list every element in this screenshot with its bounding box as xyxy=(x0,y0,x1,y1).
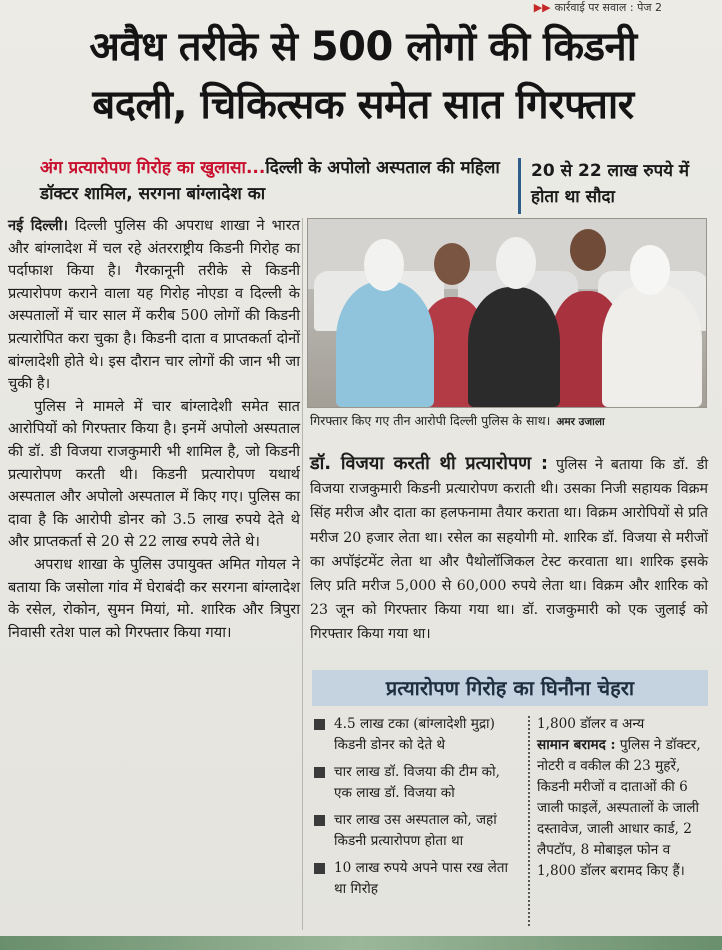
recovery-text: पुलिस ने डॉक्टर, नोटरी व वकील की 23 मुहरें, किडनी मरीजों व दाताओं की 6 जाली फाइलें, अस्पतालों के जाली दस्तावेज, जाली आधार कार्ड, 2 लैपटॉप, 8 मोबाइल फोन व 1,800 डॉलर बरामद किए हैं। xyxy=(537,737,701,879)
list-item-text: चार लाख उस अस्पताल को, जहां किडनी प्रत्यारोपण होता था xyxy=(334,812,497,849)
list-item-text: चार लाख डॉ. विजया की टीम को, एक लाख डॉ. विजया को xyxy=(334,764,500,801)
info-box-divider xyxy=(528,716,530,926)
square-bullet-icon xyxy=(314,719,325,730)
page-reference-text: कार्रवाई पर सवाल : पेज 2 xyxy=(554,1,662,14)
headline xyxy=(20,18,706,134)
photo-head-accused-1 xyxy=(364,239,404,291)
photo-person-accused-3 xyxy=(602,283,702,407)
right-column xyxy=(310,452,708,647)
square-bullet-icon xyxy=(314,863,325,874)
recovery-intro: 1,800 डॉलर व अन्य xyxy=(537,716,645,732)
sidebar-headline: 20 से 22 लाख रुपये में होता था सौदा xyxy=(518,158,708,214)
headline-line-1: अवैध तरीके से 500 लोगों की किडनी xyxy=(89,24,637,70)
right-column-text: पुलिस ने बताया कि डॉ. डी विजया राजकुमारी किडनी प्रत्यारोपण कराती थी। उसका निजी सहायक विक्रम सिंह मरीज और दाता का हलफनामा तैयार कराता था। विक्रम आरोपियों से प्रति मरीज 20 हजार लेता था। रसेल का सहयोगी मो. शारिक डॉ. विजया से मरीजों का अपॉइंटमेंट लेता था और पैथोलॉजिकल टेस्ट करवाता था। शारिक इसके लिए प्रति मरीज 5,000 से 60,000 रुपये लेता था। विक्रम और शारिक को 23 जून को गिरफ्तार किया गया था। डॉ. राजकुमारी को एक जुलाई को गिरफ्तार किया गया था। xyxy=(310,457,708,643)
paragraph-2: पुलिस ने मामले में चार बांग्लादेशी समेत सात आरोपियों को गिरफ्तार किया है। इनमें अपोलो अस्पताल की डॉ. डी विजया राजकुमारी भी शामिल है, जो किडनी प्रत्यारोपण करती थी। किडनी प्रत्यारोपण यथार्थ अस्पताल और अपोलो अस्पताल में किए गए। पुलिस का दावा है कि आरोपी डोनर को 3.5 लाख रुपये देते थे और प्राप्तकर्ता से 20 से 22 लाख रुपये लेते थे। xyxy=(8,397,300,551)
square-bullet-icon xyxy=(314,815,325,826)
recovery-body xyxy=(537,735,709,882)
subheadline-text: दिल्ली के अपोलो अस्पताल की महिला डॉक्टर शामिल, सरगना बांग्लादेश का xyxy=(40,158,500,204)
headline-line-2: बदली, चिकित्सक समेत सात गिरफ्तार xyxy=(92,82,634,128)
square-bullet-icon xyxy=(314,767,325,778)
photo-head-police-1 xyxy=(434,243,470,285)
info-box-title: प्रत्यारोपण गिरोह का घिनौना चेहरा xyxy=(312,670,708,706)
list-item xyxy=(312,762,522,804)
left-column xyxy=(8,215,300,644)
page-reference-tag xyxy=(534,0,662,15)
subheadline-highlight: अंग प्रत्यारोपण गिरोह का खुलासा... xyxy=(40,158,266,178)
info-box-recovery xyxy=(537,714,709,882)
photo-caption-text: गिरफ्तार किए गए तीन आरोपी दिल्ली पुलिस के साथ। xyxy=(310,413,551,428)
bottom-border-strip xyxy=(0,936,722,950)
dateline: नई दिल्ली। xyxy=(8,217,69,234)
info-box-bullet-list xyxy=(312,714,522,906)
paragraph-3: अपराध शाखा के पुलिस उपायुक्त अमित गोयल ने बताया कि जसोला गांव में घेराबंदी कर सरगना बांग्लादेश के रसेल, रोकोन, सुमन मियां, मो. शारिक और त्रिपुरा निवासी रतेश पाल को गिरफ्तार किया गया। xyxy=(8,555,300,641)
photo-person-accused-1 xyxy=(336,281,434,407)
list-item-text: 4.5 लाख टका (बांग्लादेशी मुद्रा) किडनी डोनर को देते थे xyxy=(334,716,495,753)
recovery-lead: सामान बरामद : xyxy=(537,737,616,753)
list-item xyxy=(312,858,522,900)
news-photo xyxy=(307,218,707,408)
list-item xyxy=(312,714,522,756)
right-column-lead: डॉ. विजया करती थी प्रत्यारोपण : xyxy=(310,453,549,474)
arrow-icon: ▶▶ xyxy=(533,1,551,14)
photo-head-accused-2 xyxy=(496,237,536,289)
photo-caption xyxy=(310,412,710,431)
paragraph-1-text: दिल्ली पुलिस की अपराध शाखा ने भारत और बांग्लादेश में चल रहे अंतरराष्ट्रीय किडनी गिरोह का पर्दाफाश किया है। गैरकानूनी तरीके से किडनी प्रत्यारोपण कराने वाला यह गिरोह नोएडा व दिल्ली के अस्पतालों में चार साल में करीब 500 लोगों की किडनी प्रत्यारोपित करा चुका है। किडनी दाता व प्राप्तकर्ता दोनों बांग्लादेशी होते थे। इस दौरान चार लोगों की जान भी जा चुकी है। xyxy=(8,217,300,393)
paragraph-1 xyxy=(8,215,300,396)
photo-head-police-2 xyxy=(570,229,606,271)
photo-person-accused-2 xyxy=(468,287,560,407)
list-item xyxy=(312,810,522,852)
column-divider xyxy=(302,218,303,930)
photo-credit: अमर उजाला xyxy=(556,416,605,428)
subheadline xyxy=(40,155,510,207)
list-item-text: 10 लाख रुपये अपने पास रख लेता था गिरोह xyxy=(334,860,509,897)
photo-head-accused-3 xyxy=(630,245,670,295)
